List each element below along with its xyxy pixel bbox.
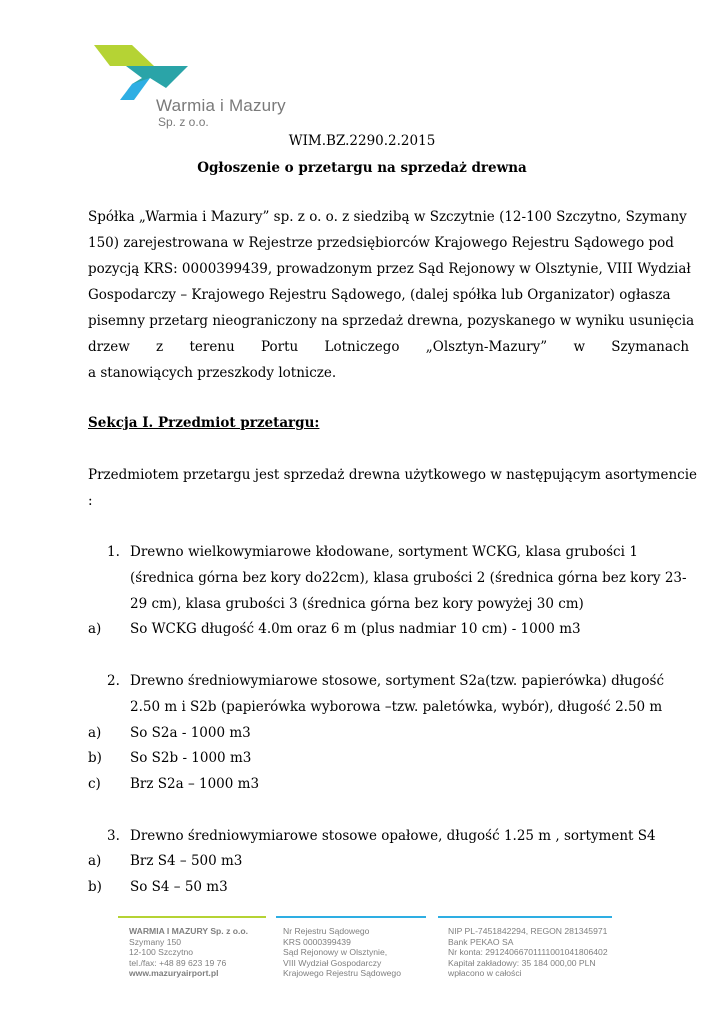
footer-bank-line: Bank PEKAO SA — [448, 936, 514, 947]
sub-item-text: So WCKG długość 4.0m oraz 6 m (plus nadmiar 10 cm) - 1000 m3 — [130, 621, 581, 637]
intro-line: Spółka „Warmia i Mazury” sp. z o. o. z siedzibą w Szczytnie (12-100 Szczytno, Szymany — [88, 209, 687, 225]
footer-bank-line: NIP PL-7451842294, REGON 281345971 — [448, 926, 608, 936]
sub-item-letter: c) — [88, 776, 101, 792]
intro-line: Gospodarczy – Krajowego Rejestru Sądowego, (dalej spółka lub Organizator) ogłasza — [88, 287, 671, 303]
subject-line: : — [88, 493, 93, 509]
sub-item-letter: b) — [88, 750, 102, 766]
item-number: 3. — [107, 828, 120, 844]
footer-address: Szymany 150 — [129, 936, 182, 947]
logo-teal-arrow — [110, 66, 188, 90]
footer-registry-line: VIII Wydział Gospodarczy — [283, 957, 382, 968]
sub-item-text: Brz S2a – 1000 m3 — [130, 776, 260, 792]
document-title: Ogłoszenie o przetargu na sprzedaż drewna — [197, 160, 527, 176]
footer-company-column — [129, 926, 248, 979]
footer-bank-column — [448, 926, 608, 979]
item-line: 29 cm), klasa grubości 3 (średnica górna bez kory powyżej 30 cm) — [130, 596, 584, 612]
sub-item-text: So S4 – 50 m3 — [130, 879, 228, 895]
footer-registry-line: Sąd Rejonowy w Olsztynie, — [283, 947, 388, 958]
subject-line: Przedmiotem przetargu jest sprzedaż drewna użytkowego w następującym asortymencie — [88, 467, 698, 483]
footer-rule-blue — [276, 916, 426, 918]
footer-bank-line: Nr konta: 29124066701111001041806402 — [448, 947, 608, 958]
document-reference: WIM.BZ.2290.2.2015 — [288, 133, 436, 149]
footer-bank-line: wpłacono w całości — [448, 968, 522, 979]
item-line: Drewno wielkowymiarowe kłodowane, sortyment WCKG, klasa grubości 1 — [130, 544, 638, 560]
intro-line: pozycją KRS: 0000399439, prowadzonym przez Sąd Rejonowy w Olsztynie, VIII Wydział — [88, 261, 691, 277]
sub-item-letter: b) — [88, 879, 102, 895]
item-number: 1. — [107, 544, 120, 560]
sub-item-text: Brz S4 – 500 m3 — [130, 853, 243, 869]
intro-line: pisemny przetarg nieograniczony na sprzedaż drewna, pozyskanego w wyniku usunięcia — [88, 313, 695, 329]
item-line: Drewno średniowymiarowe stosowe opałowe, długość 1.25 m , sortyment S4 — [130, 828, 656, 844]
intro-line: a stanowiących przeszkody lotnicze. — [88, 365, 337, 381]
sub-item-text: So S2a - 1000 m3 — [130, 725, 251, 741]
logo-name: Warmia i Mazury — [156, 96, 286, 115]
sub-item-letter: a) — [88, 725, 102, 741]
footer-rule-blue — [438, 916, 612, 918]
section-heading: Sekcja I. Przedmiot przetargu: — [88, 415, 320, 431]
footer-registry-line: Krajowego Rejestru Sądowego — [283, 968, 401, 979]
footer-website-link[interactable]: www.mazuryairport.pl — [129, 968, 219, 979]
footer-bank-line: Kapitał zakładowy: 35 184 000,00 PLN — [448, 957, 596, 968]
footer-address: 12-100 Szczytno — [129, 947, 194, 958]
sub-item-letter: a) — [88, 621, 102, 637]
logo-blue-tail — [120, 78, 150, 100]
intro-line: drzew z terenu Portu Lotniczego „Olsztyn-Mazury” w Szymanach — [88, 339, 690, 355]
footer-registry-column — [283, 926, 401, 979]
logo-green-wing — [94, 45, 154, 66]
logo-subtitle: Sp. z o.o. — [158, 115, 209, 129]
footer-company-name: WARMIA I MAZURY Sp. z o.o. — [129, 926, 249, 936]
item-number: 2. — [107, 673, 120, 689]
item-line: 2.50 m i S2b (papierówka wyborowa –tzw. paletówka, wybór), długość 2.50 m — [130, 699, 663, 715]
footer-registry-line: KRS 0000399439 — [283, 936, 351, 947]
sub-item-text: So S2b - 1000 m3 — [130, 750, 252, 766]
footer-phone: tel./fax: +48 89 623 19 76 — [129, 957, 227, 968]
intro-line: 150) zarejestrowana w Rejestrze przedsiębiorców Krajowego Rejestru Sądowego pod — [88, 235, 674, 251]
footer-registry-line: Nr Rejestru Sądowego — [283, 926, 370, 936]
item-line: Drewno średniowymiarowe stosowe, sortyment S2a(tzw. papierówka) długość — [130, 673, 665, 689]
footer-rule-green — [118, 916, 266, 918]
sub-item-letter: a) — [88, 853, 102, 869]
item-line: (średnica górna bez kory do22cm), klasa grubości 2 (średnica górna bez kory 23- — [130, 570, 687, 586]
